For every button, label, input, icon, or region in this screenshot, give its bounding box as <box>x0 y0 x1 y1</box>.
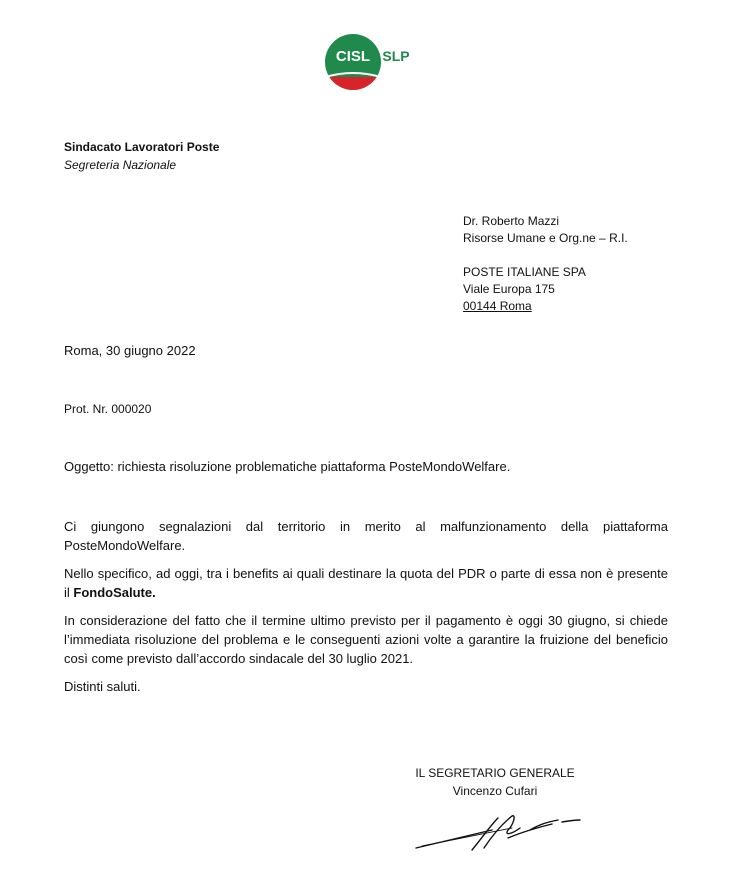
signatory-name: Vincenzo Cufari <box>452 784 538 798</box>
body-paragraph-3: In considerazione del fatto che il termine ultimo previsto per il pagamento è oggi 30 giugno, si chiede l’immediata risoluzione del problema e le conseguenti azioni volte a garantire la fruizione del beneficio così come previsto dall’accordo sindacale del 30 luglio 2021. <box>64 613 668 666</box>
logo-text-slp: SLP <box>382 48 410 64</box>
recipient-block <box>463 213 628 315</box>
signatory-title: IL SEGRETARIO GENERALE <box>415 766 575 780</box>
signatory-block <box>390 764 600 800</box>
body-paragraph-2-bold: FondoSalute. <box>73 585 156 600</box>
logo-text-cisl: CISL <box>335 48 371 65</box>
handwritten-signature <box>412 808 582 860</box>
letter-subject: Oggetto: richiesta risoluzione problematiche piattaforma PosteMondoWelfare. <box>64 459 511 474</box>
letter-date: Roma, 30 giugno 2022 <box>64 343 196 358</box>
protocol-number: Prot. Nr. 000020 <box>64 402 152 416</box>
recipient-city: 00144 Roma <box>463 299 532 313</box>
body-paragraph-2 <box>64 564 668 602</box>
recipient-role: Risorse Umane e Org.ne – R.I. <box>463 231 628 245</box>
body-paragraph-2-text: Nello specifico, ad oggi, tra i benefits ai quali destinare la quota del PDR o parte di essa non è presente il <box>64 566 668 600</box>
recipient-person: Dr. Roberto Mazzi <box>463 214 560 228</box>
body-paragraph-1: Ci giungono segnalazioni dal territorio in merito al malfunzionamento della piattaforma PosteMondoWelfare. <box>64 519 668 553</box>
recipient-street: Viale Europa 175 <box>463 282 555 296</box>
sender-block <box>64 138 219 174</box>
body-closing: Distinti saluti. <box>64 679 141 694</box>
cisl-slp-logo <box>322 31 418 93</box>
letter-body <box>64 517 668 705</box>
sender-department: Segreteria Nazionale <box>64 158 177 172</box>
recipient-company: POSTE ITALIANE SPA <box>463 265 586 279</box>
sender-name: Sindacato Lavoratori Poste <box>64 140 220 154</box>
